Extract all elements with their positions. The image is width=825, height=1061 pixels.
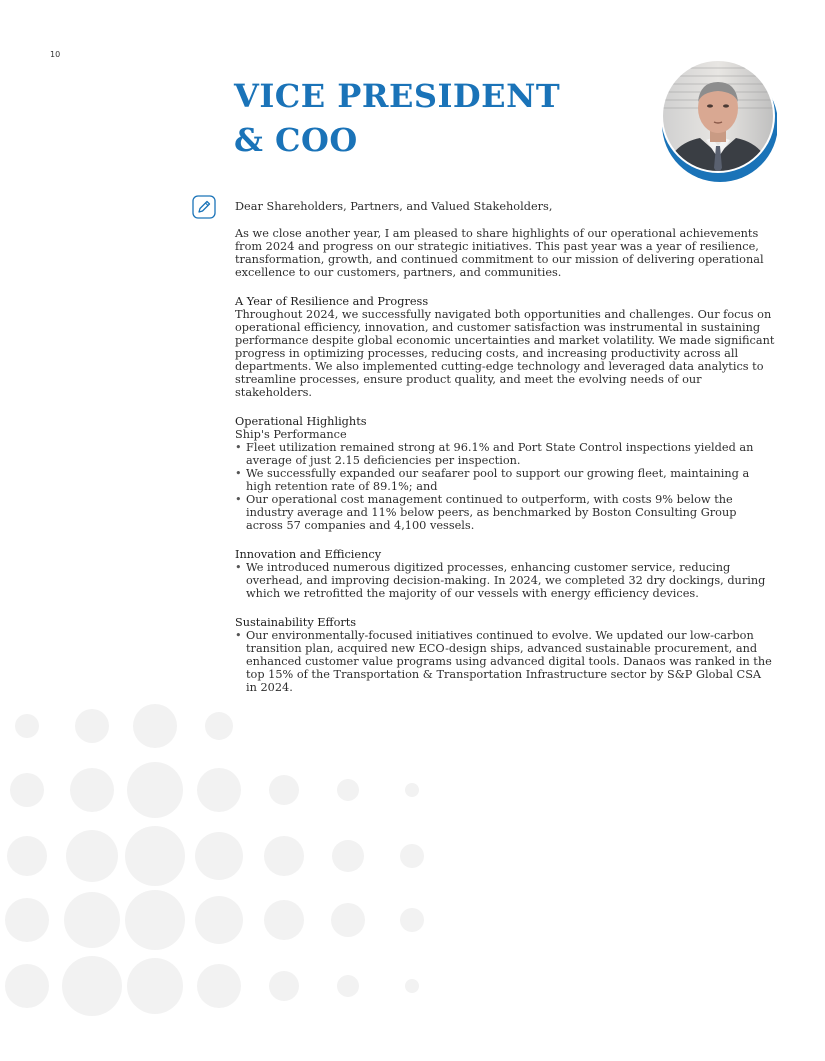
section-heading: A Year of Resilience and Progress xyxy=(235,295,429,308)
portrait-photo xyxy=(660,58,777,184)
list-item: • We successfully expanded our seafarer pool to support our growing fleet, maintaining a high retention rate of 89.1%; and xyxy=(235,467,775,493)
section-subheading: Ship's Performance xyxy=(235,428,347,441)
list-item: • Our environmentally-focused initiatives continued to evolve. We updated our low-carbon transition plan, acquired new ECO-design ships, advanced sustainable procurement, and enhanced customer value programs using advanced digital tools. Danaos was ranked in the top 15% of the Transportation & Transportation Infrastructure sector by S&P Global CSA in 2024. xyxy=(235,629,775,694)
section-resilience xyxy=(235,295,775,399)
page-number: 10 xyxy=(50,50,61,59)
decorative-dot-pattern xyxy=(0,690,460,1030)
bullet-list xyxy=(235,629,775,694)
section-paragraph: Throughout 2024, we successfully navigated both opportunities and challenges. Our focus on operational efficiency, innovation, and customer satisfaction was instrumental in sustaining performance despite global economic uncertainties and market volatility. We made significant progress in optimizing processes, reducing costs, and increasing productivity across all departments. We also implemented cutting-edge technology and leveraged data analytics to streamline processes, ensure product quality, and meet the evolving needs of our stakeholders. xyxy=(235,308,775,399)
title-line-2: & COO xyxy=(234,121,358,159)
section-innovation xyxy=(235,548,775,600)
letter-intro: As we close another year, I am pleased to share highlights of our operational achievements from 2024 and progress on our strategic initiatives. This past year was a year of resilience, transformation, growth, and continued commitment to our mission of delivering operational excellence to our customers, partners, and communities. xyxy=(235,227,764,279)
list-item: • Fleet utilization remained strong at 96.1% and Port State Control inspections yielded an average of just 2.15 deficiencies per inspection. xyxy=(235,441,775,467)
letter-greeting: Dear Shareholders, Partners, and Valued Stakeholders, xyxy=(235,200,553,213)
letter-body xyxy=(235,200,775,710)
list-item: • Our operational cost management continued to outperform, with costs 9% below the industry average and 11% below peers, as benchmarked by Boston Consulting Group across 57 companies and 4,100 vessels. xyxy=(235,493,775,532)
section-operational xyxy=(235,415,775,532)
bullet-list xyxy=(235,441,775,532)
section-heading: Innovation and Efficiency xyxy=(235,548,382,561)
page-title xyxy=(234,74,560,162)
section-heading: Sustainability Efforts xyxy=(235,616,357,629)
list-item: • We introduced numerous digitized processes, enhancing customer service, reducing overhead, and improving decision-making. In 2024, we completed 32 dry dockings, during which we retrofitted the majority of our vessels with energy efficiency devices. xyxy=(235,561,775,600)
pencil-icon xyxy=(192,195,216,219)
bullet-list xyxy=(235,561,775,600)
section-heading: Operational Highlights xyxy=(235,415,367,428)
title-line-1: VICE PRESIDENT xyxy=(234,77,561,115)
section-sustainability xyxy=(235,616,775,694)
